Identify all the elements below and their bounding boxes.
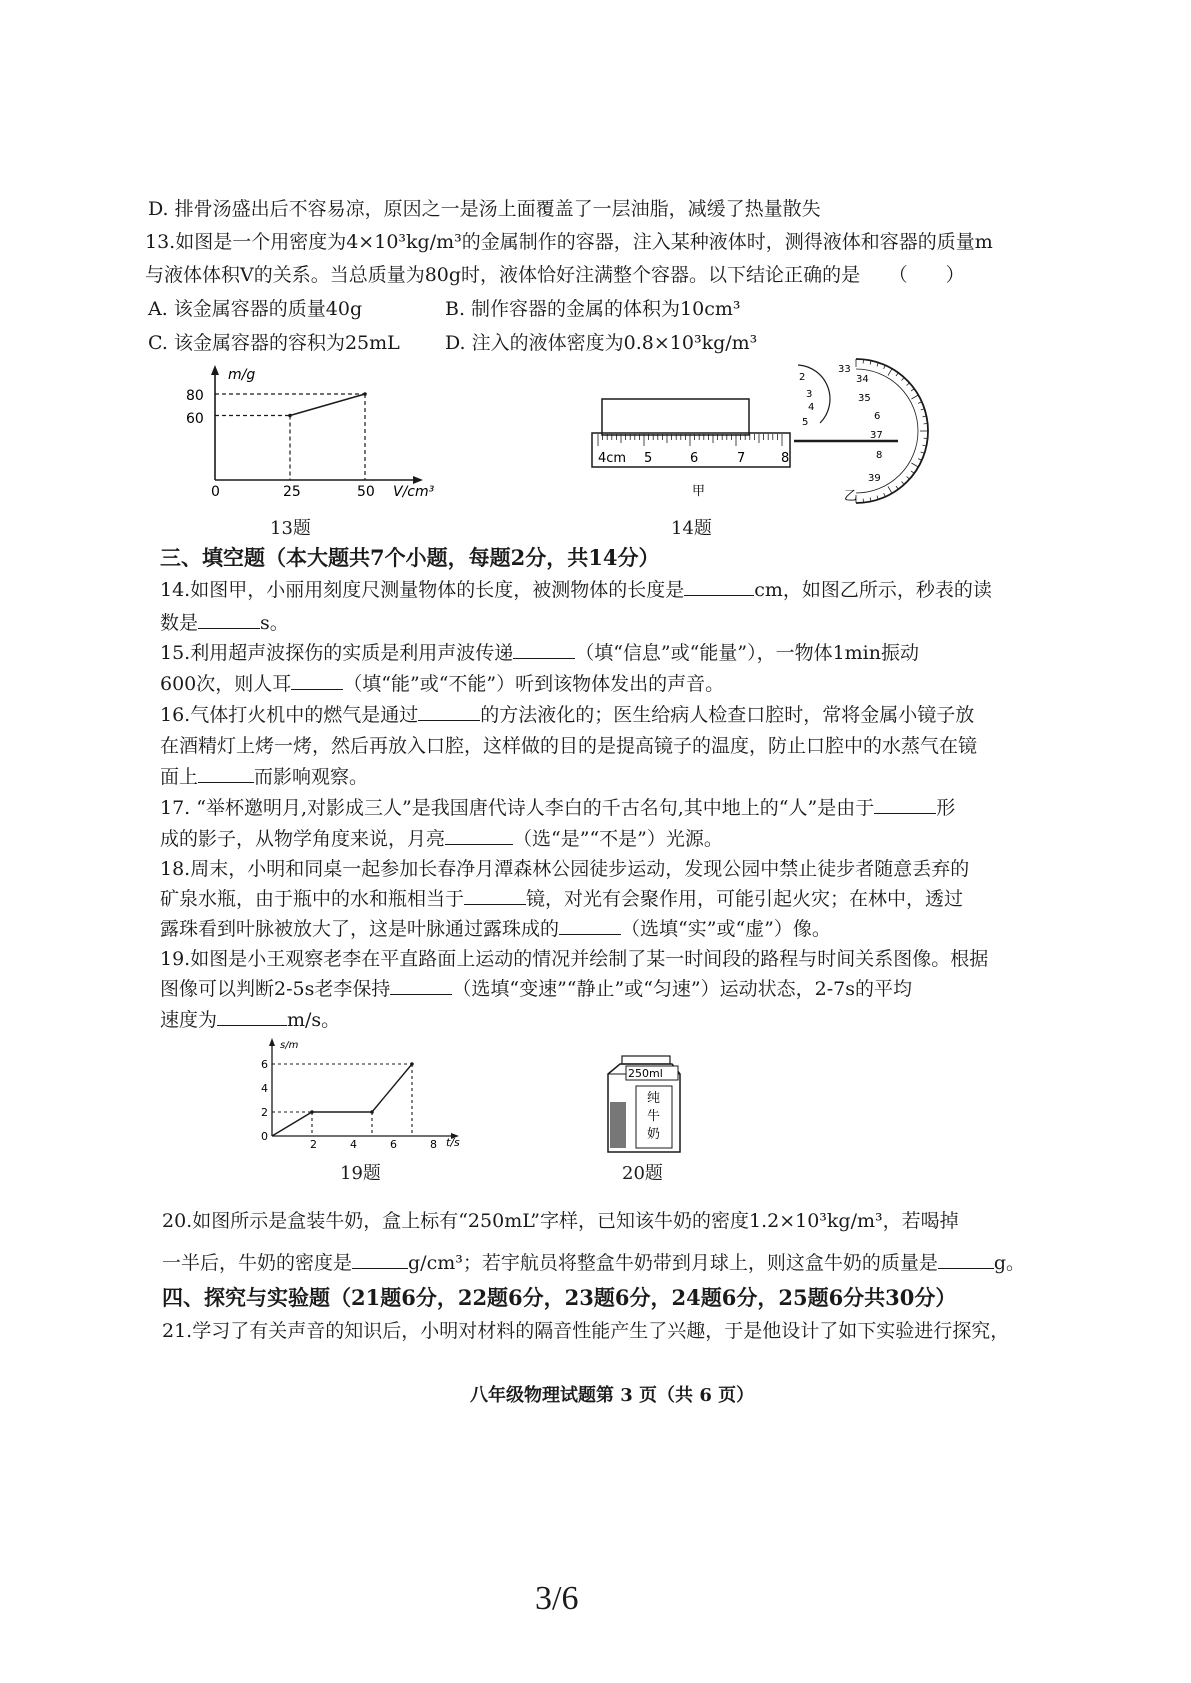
caption-20: 20题 bbox=[622, 1163, 663, 1184]
q13-option-b: B. 制作容器的金属的体积为10cm³ bbox=[445, 298, 741, 320]
fig13-point-0 bbox=[289, 414, 291, 416]
fig13-ytick-80: 80 bbox=[186, 388, 204, 404]
fig19-xtick-4: 4 bbox=[350, 1138, 357, 1151]
fig19-xtick-2: 2 bbox=[310, 1138, 317, 1151]
dial-tick-19 bbox=[918, 459, 922, 461]
q18-line3: 露珠看到叶脉被放大了，这是叶脉通过露珠成的 （选填“实”或“虚”）像。 bbox=[160, 918, 831, 940]
fig13-point-1 bbox=[364, 393, 366, 395]
q19-line1: 19.如图是小王观察老李在平直路面上运动的情况并绘制了某一时间段的路程与时间关系图像。根据 bbox=[160, 948, 989, 970]
dial-tick-6 bbox=[896, 373, 898, 376]
dial-tick-21 bbox=[911, 471, 914, 473]
measured-object bbox=[602, 399, 749, 435]
dial-tick-3 bbox=[877, 363, 878, 367]
q17-line1: 17. “举杯邀明月,对影成三人”是我国唐代诗人李白的千古名句,其中地上的“人”是由于 形 bbox=[160, 797, 956, 819]
q15-line1: 15.利用超声波探伤的实质是利用声波传递 （填“信息”或“能量”），一物体1min振动 bbox=[160, 642, 919, 664]
dial-tick-25 bbox=[888, 486, 892, 493]
carton-side-shading bbox=[610, 1102, 626, 1148]
dial-33: 33 bbox=[838, 364, 851, 375]
dial-inner-5: 5 bbox=[802, 417, 809, 428]
figure-13-mass-volume-graph bbox=[180, 362, 460, 512]
q17-line2: 成的影子，从物学角度来说，月亮 （选“是”“不是”）光源。 bbox=[160, 828, 723, 850]
q15-line2: 600次，则人耳 （填“能”或“不能”）听到该物体发出的声音。 bbox=[160, 673, 725, 695]
fig13-xtick-50: 50 bbox=[357, 484, 375, 500]
fig13-xtick-25: 25 bbox=[283, 484, 301, 500]
q18-line1: 18.周末，小明和同桌一起参加长春净月潭森林公园徒步运动，发现公园中禁止徒步者随意丢弃的 bbox=[160, 858, 970, 880]
fig19-point-1 bbox=[311, 1111, 313, 1113]
dial-35: 35 bbox=[858, 393, 871, 404]
caption-14: 14题 bbox=[671, 518, 712, 539]
q13-option-a: A. 该金属容器的质量40g bbox=[148, 298, 363, 320]
ruler-label-4cm: 4cm bbox=[598, 451, 627, 466]
label-jia: 甲 bbox=[692, 484, 706, 499]
section-4-heading: 四、探究与实验题（21题6分，22题6分，23题6分，24题6分，25题6分共30分） bbox=[162, 1285, 957, 1310]
fig13-data-line bbox=[290, 394, 365, 416]
figure-19-distance-time-graph bbox=[250, 1036, 480, 1154]
carton-char-1: 纯 bbox=[647, 1091, 661, 1106]
fig19-point-2 bbox=[371, 1111, 373, 1113]
page-number: 3/6 bbox=[535, 1580, 579, 1617]
q20-line1: 20.如图所示是盒装牛奶，盒上标有“250mL”字样，已知该牛奶的密度1.2×10³kg/m³，若喝掉 bbox=[162, 1210, 959, 1232]
fig19-ytick-6: 6 bbox=[261, 1058, 268, 1071]
dial-tick-4 bbox=[884, 365, 886, 369]
carton-volume-label: 250ml bbox=[628, 1067, 663, 1080]
label-yi: 乙 bbox=[844, 489, 858, 504]
caption-19: 19题 bbox=[340, 1163, 381, 1184]
dial-tick-27 bbox=[877, 496, 878, 500]
dial-tick-23 bbox=[902, 482, 905, 485]
q13-option-c: C. 该金属容器的容积为25mL bbox=[148, 332, 400, 354]
fig13-xtick-0: 0 bbox=[211, 484, 220, 500]
fig19-ytick-4: 4 bbox=[261, 1082, 268, 1095]
q19-line3: 速度为 m/s。 bbox=[160, 1009, 341, 1031]
dial-tick-5 bbox=[888, 369, 892, 376]
carton-char-3: 奶 bbox=[647, 1127, 661, 1142]
dial-tick-7 bbox=[902, 377, 905, 380]
carton-char-2: 牛 bbox=[647, 1109, 661, 1124]
dial-inner-4: 4 bbox=[808, 402, 815, 413]
dial-tick-8 bbox=[907, 383, 910, 386]
fig19-ytick-0: 0 bbox=[261, 1130, 268, 1143]
dial-tick-18 bbox=[921, 452, 925, 453]
q13-line2: 与液体体积V的关系。当总质量为80g时，液体恰好注满整个容器。以下结论正确的是 （ ） bbox=[145, 264, 965, 286]
fig19-ytick-2: 2 bbox=[261, 1106, 268, 1119]
section-3-heading: 三、填空题（本大题共7个小题，每题2分，共14分） bbox=[160, 545, 660, 570]
q13-option-d: D. 注入的液体密度为0.8×10³kg/m³ bbox=[445, 332, 758, 354]
q19-line2: 图像可以判断2-5s老李保持 （选填“变速”“静止”或“匀速”）运动状态，2-7s的平均 bbox=[160, 978, 912, 1000]
dial-tick-22 bbox=[907, 477, 910, 480]
q16-line2: 在酒精灯上烤一烤，然后再放入口腔，这样做的目的是提高镜子的温度，防止口腔中的水蒸气在镜 bbox=[160, 735, 978, 757]
dial-8: 8 bbox=[876, 450, 883, 461]
fig19-xlabel: t/s bbox=[446, 1136, 460, 1149]
fig19-ylabel: s/m bbox=[280, 1040, 299, 1051]
dial-inner-3: 3 bbox=[806, 389, 813, 400]
fig19-xtick-6: 6 bbox=[390, 1138, 397, 1151]
dial-39: 39 bbox=[868, 473, 881, 484]
q14-line1: 14.如图甲，小丽用刻度尺测量物体的长度，被测物体的长度是 cm，如图乙所示，秒表的读 bbox=[160, 579, 992, 601]
q16-line1: 16.气体打火机中的燃气是通过 的方法液化的；医生给病人检查口腔时，常将金属小镜子放 bbox=[160, 704, 975, 726]
dial-37: 37 bbox=[870, 430, 883, 441]
q13-line1: 13.如图是一个用密度为4×10³kg/m³的金属制作的容器，注入某种液体时，测得液体和容器的质量m bbox=[145, 231, 993, 253]
figure-20-milk-carton bbox=[602, 1052, 692, 1157]
figure-14-ruler-stopwatch bbox=[588, 355, 933, 525]
dial-6: 6 bbox=[874, 411, 881, 422]
dial-tick-20 bbox=[911, 463, 918, 467]
caption-13: 13题 bbox=[270, 518, 311, 539]
fig13-ylabel: m/g bbox=[228, 367, 256, 383]
ruler-label-7: 7 bbox=[737, 451, 746, 466]
dial-tick-11 bbox=[918, 402, 922, 404]
fig19-xtick-8: 8 bbox=[430, 1138, 437, 1151]
q18-line2: 矿泉水瓶，由于瓶中的水和瓶相当于 镜，对光有会聚作用，可能引起火灾；在林中，透过 bbox=[160, 888, 964, 910]
option-d-q12: D. 排骨汤盛出后不容易凉，原因之一是汤上面覆盖了一层油脂，减缓了热量散失 bbox=[148, 198, 821, 220]
page-footer: 八年级物理试题第 3 页（共 6 页） bbox=[470, 1385, 755, 1406]
dial-34: 34 bbox=[856, 374, 869, 385]
q14-line2: 数是 s。 bbox=[160, 612, 289, 634]
q16-line3: 面上 而影响观察。 bbox=[160, 766, 369, 788]
dial-inner-2: 2 bbox=[799, 372, 806, 383]
ruler-label-8: 8 bbox=[781, 451, 790, 466]
q20-line2: 一半后，牛奶的密度是 g/cm³；若宇航员将整盒牛奶带到月球上，则这盒牛奶的质量是 g。 bbox=[162, 1252, 1026, 1274]
ruler-label-6: 6 bbox=[690, 451, 699, 466]
fig19-data-line bbox=[272, 1064, 412, 1136]
dial-tick-10 bbox=[911, 395, 918, 399]
q21-line1: 21.学习了有关声音的知识后，小明对材料的隔音性能产生了兴趣，于是他设计了如下实验进行探究， bbox=[162, 1320, 1010, 1342]
fig13-xlabel: V/cm³ bbox=[393, 484, 435, 500]
dial-tick-24 bbox=[896, 486, 898, 489]
fig19-point-3 bbox=[411, 1063, 413, 1065]
dial-tick-26 bbox=[884, 493, 886, 497]
fig13-ytick-60: 60 bbox=[186, 411, 204, 427]
dial-tick-9 bbox=[911, 389, 914, 391]
dial-tick-12 bbox=[921, 409, 925, 410]
ruler-label-5: 5 bbox=[644, 451, 653, 466]
